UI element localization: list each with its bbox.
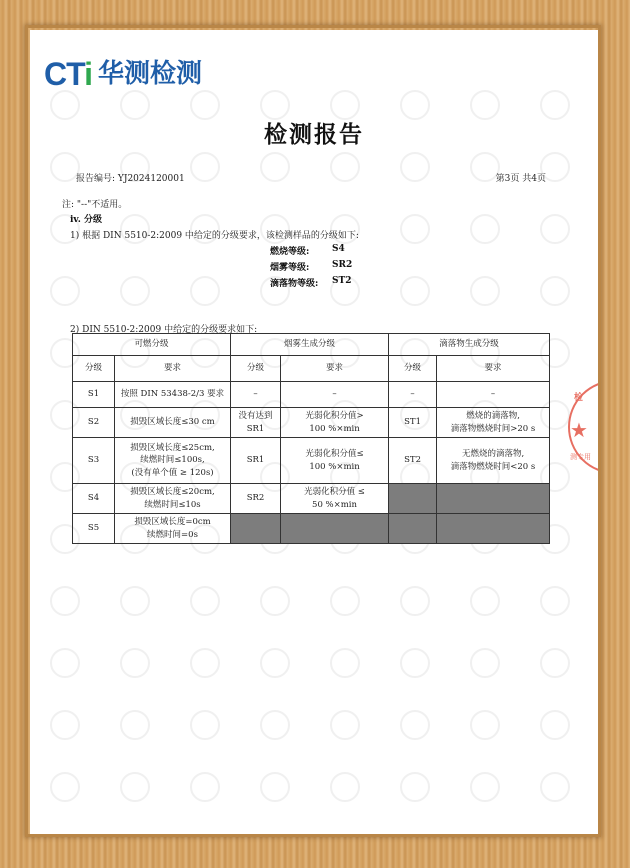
watermark-mark (120, 648, 150, 678)
table-cell: 损毁区域长度≤25cm, 续燃时间≤100s, (没有单个值 ≥ 120s) (115, 438, 231, 484)
column-header: 要求 (115, 356, 231, 382)
watermark-mark (330, 772, 360, 802)
column-header: 要求 (281, 356, 389, 382)
watermark-mark (400, 152, 430, 182)
table-cell: 光弱化积分值 ≤ 50 %×min (281, 484, 389, 514)
group-header-flammability: 可燃分级 (73, 334, 231, 356)
watermark-mark (120, 276, 150, 306)
table-cell: 没有达到 SR1 (231, 408, 281, 438)
watermark-mark (540, 648, 570, 678)
classification-label: 烟雾等级: (270, 263, 310, 273)
watermark-mark (260, 710, 290, 740)
column-header: 分级 (73, 356, 115, 382)
classification-value: ST2 (332, 276, 352, 286)
table-cell: ST1 (389, 408, 437, 438)
section-heading: iv. 分级 (70, 215, 103, 225)
table-cell (437, 514, 550, 544)
table-cell (389, 484, 437, 514)
watermark-mark (540, 710, 570, 740)
watermark-mark (50, 648, 80, 678)
table-cell: SR1 (231, 438, 281, 484)
table-cell: 按照 DIN 53438-2/3 要求 (115, 382, 231, 408)
column-header: 分级 (231, 356, 281, 382)
watermark-mark (540, 586, 570, 616)
table-cell: 损毁区域长度=0cm 续燃时间=0s (115, 514, 231, 544)
classification-table (72, 333, 550, 544)
classification-smoke (270, 260, 353, 273)
page-title: 检测报告 (264, 121, 364, 148)
table-cell (437, 484, 550, 514)
watermark-mark (190, 586, 220, 616)
classification-intro: 1) 根据 DIN 5510-2:2009 中给定的分级要求，该检测样品的分级如下: (70, 231, 359, 241)
table-cell: 无燃烧的滴落物, 滴落物燃烧时间<20 s (437, 438, 550, 484)
table-cell: – (389, 382, 437, 408)
table-cell: S4 (73, 484, 115, 514)
watermark-mark (400, 710, 430, 740)
table-cell: 光弱化积分值≤ 100 %×min (281, 438, 389, 484)
classification-label: 滴落物等级: (270, 279, 319, 289)
table-row (73, 382, 550, 408)
table-cell: 光弱化积分值> 100 %×min (281, 408, 389, 438)
table-cell: – (231, 382, 281, 408)
table-cell: S3 (73, 438, 115, 484)
watermark-mark (470, 276, 500, 306)
logo-mark: CTi (44, 56, 92, 92)
watermark-mark (400, 772, 430, 802)
watermark-mark (400, 214, 430, 244)
watermark-mark (540, 772, 570, 802)
watermark-mark (260, 648, 290, 678)
watermark-mark (190, 772, 220, 802)
table-cell: SR2 (231, 484, 281, 514)
watermark-mark (50, 772, 80, 802)
logo-company-name: 华测检测 (97, 59, 202, 89)
requirements-intro: 2) DIN 5510-2:2009 中给定的分级要求如下: (70, 325, 258, 335)
table-cell: S5 (73, 514, 115, 544)
red-seal-stamp (568, 380, 598, 474)
table-cell: – (281, 382, 389, 408)
watermark-mark (120, 772, 150, 802)
table-row (73, 438, 550, 484)
note-text: 注: "--"不适用。 (62, 200, 128, 210)
classification-label: 燃烧等级: (270, 247, 310, 257)
column-header: 分级 (389, 356, 437, 382)
watermark-mark (330, 710, 360, 740)
watermark-mark (400, 648, 430, 678)
watermark-mark (190, 710, 220, 740)
watermark-mark (260, 586, 290, 616)
classification-value: S4 (332, 244, 345, 254)
table-cell (281, 514, 389, 544)
cti-logo (44, 58, 202, 90)
watermark-mark (260, 772, 290, 802)
table-cell (231, 514, 281, 544)
page-indicator: 第3页 共4页 (495, 174, 546, 184)
watermark-mark (470, 214, 500, 244)
watermark-mark (260, 152, 290, 182)
watermark-mark (120, 710, 150, 740)
table-row (73, 408, 550, 438)
star-icon: ★ (570, 418, 588, 442)
table-cell: 燃烧的滴落物, 滴落物燃烧时间>20 s (437, 408, 550, 438)
watermark-mark (50, 276, 80, 306)
table-cell: S1 (73, 382, 115, 408)
report-page (30, 30, 598, 834)
stamp-text: 检 (574, 393, 584, 403)
watermark-mark (470, 710, 500, 740)
table-cell: ST2 (389, 438, 437, 484)
table-row (73, 514, 550, 544)
stamp-text: 测专用 (570, 453, 591, 461)
watermark-mark (400, 276, 430, 306)
table-cell: S2 (73, 408, 115, 438)
watermark-mark (190, 648, 220, 678)
classification-fire (270, 244, 345, 257)
table-cell: – (437, 382, 550, 408)
group-header-drip: 滴落物生成分级 (389, 334, 550, 356)
classification-value: SR2 (332, 260, 353, 270)
watermark-mark (50, 586, 80, 616)
watermark-mark (50, 710, 80, 740)
watermark-mark (400, 586, 430, 616)
watermark-mark (470, 772, 500, 802)
watermark-mark (120, 586, 150, 616)
table-cell: 损毁区域长度≤30 cm (115, 408, 231, 438)
group-header-smoke: 烟雾生成分级 (231, 334, 389, 356)
watermark-mark (330, 152, 360, 182)
table-cell (389, 514, 437, 544)
watermark-mark (190, 152, 220, 182)
column-header: 要求 (437, 356, 550, 382)
report-number: 报告编号: YJ2024120001 (76, 174, 185, 184)
watermark-mark (470, 648, 500, 678)
watermark-mark (540, 214, 570, 244)
watermark-mark (470, 586, 500, 616)
classification-drip (270, 276, 352, 289)
table-row (73, 484, 550, 514)
watermark-mark (330, 648, 360, 678)
watermark-mark (190, 276, 220, 306)
watermark-mark (330, 586, 360, 616)
table-cell: 损毁区域长度≤20cm, 续燃时间≤10s (115, 484, 231, 514)
watermark-mark (540, 276, 570, 306)
